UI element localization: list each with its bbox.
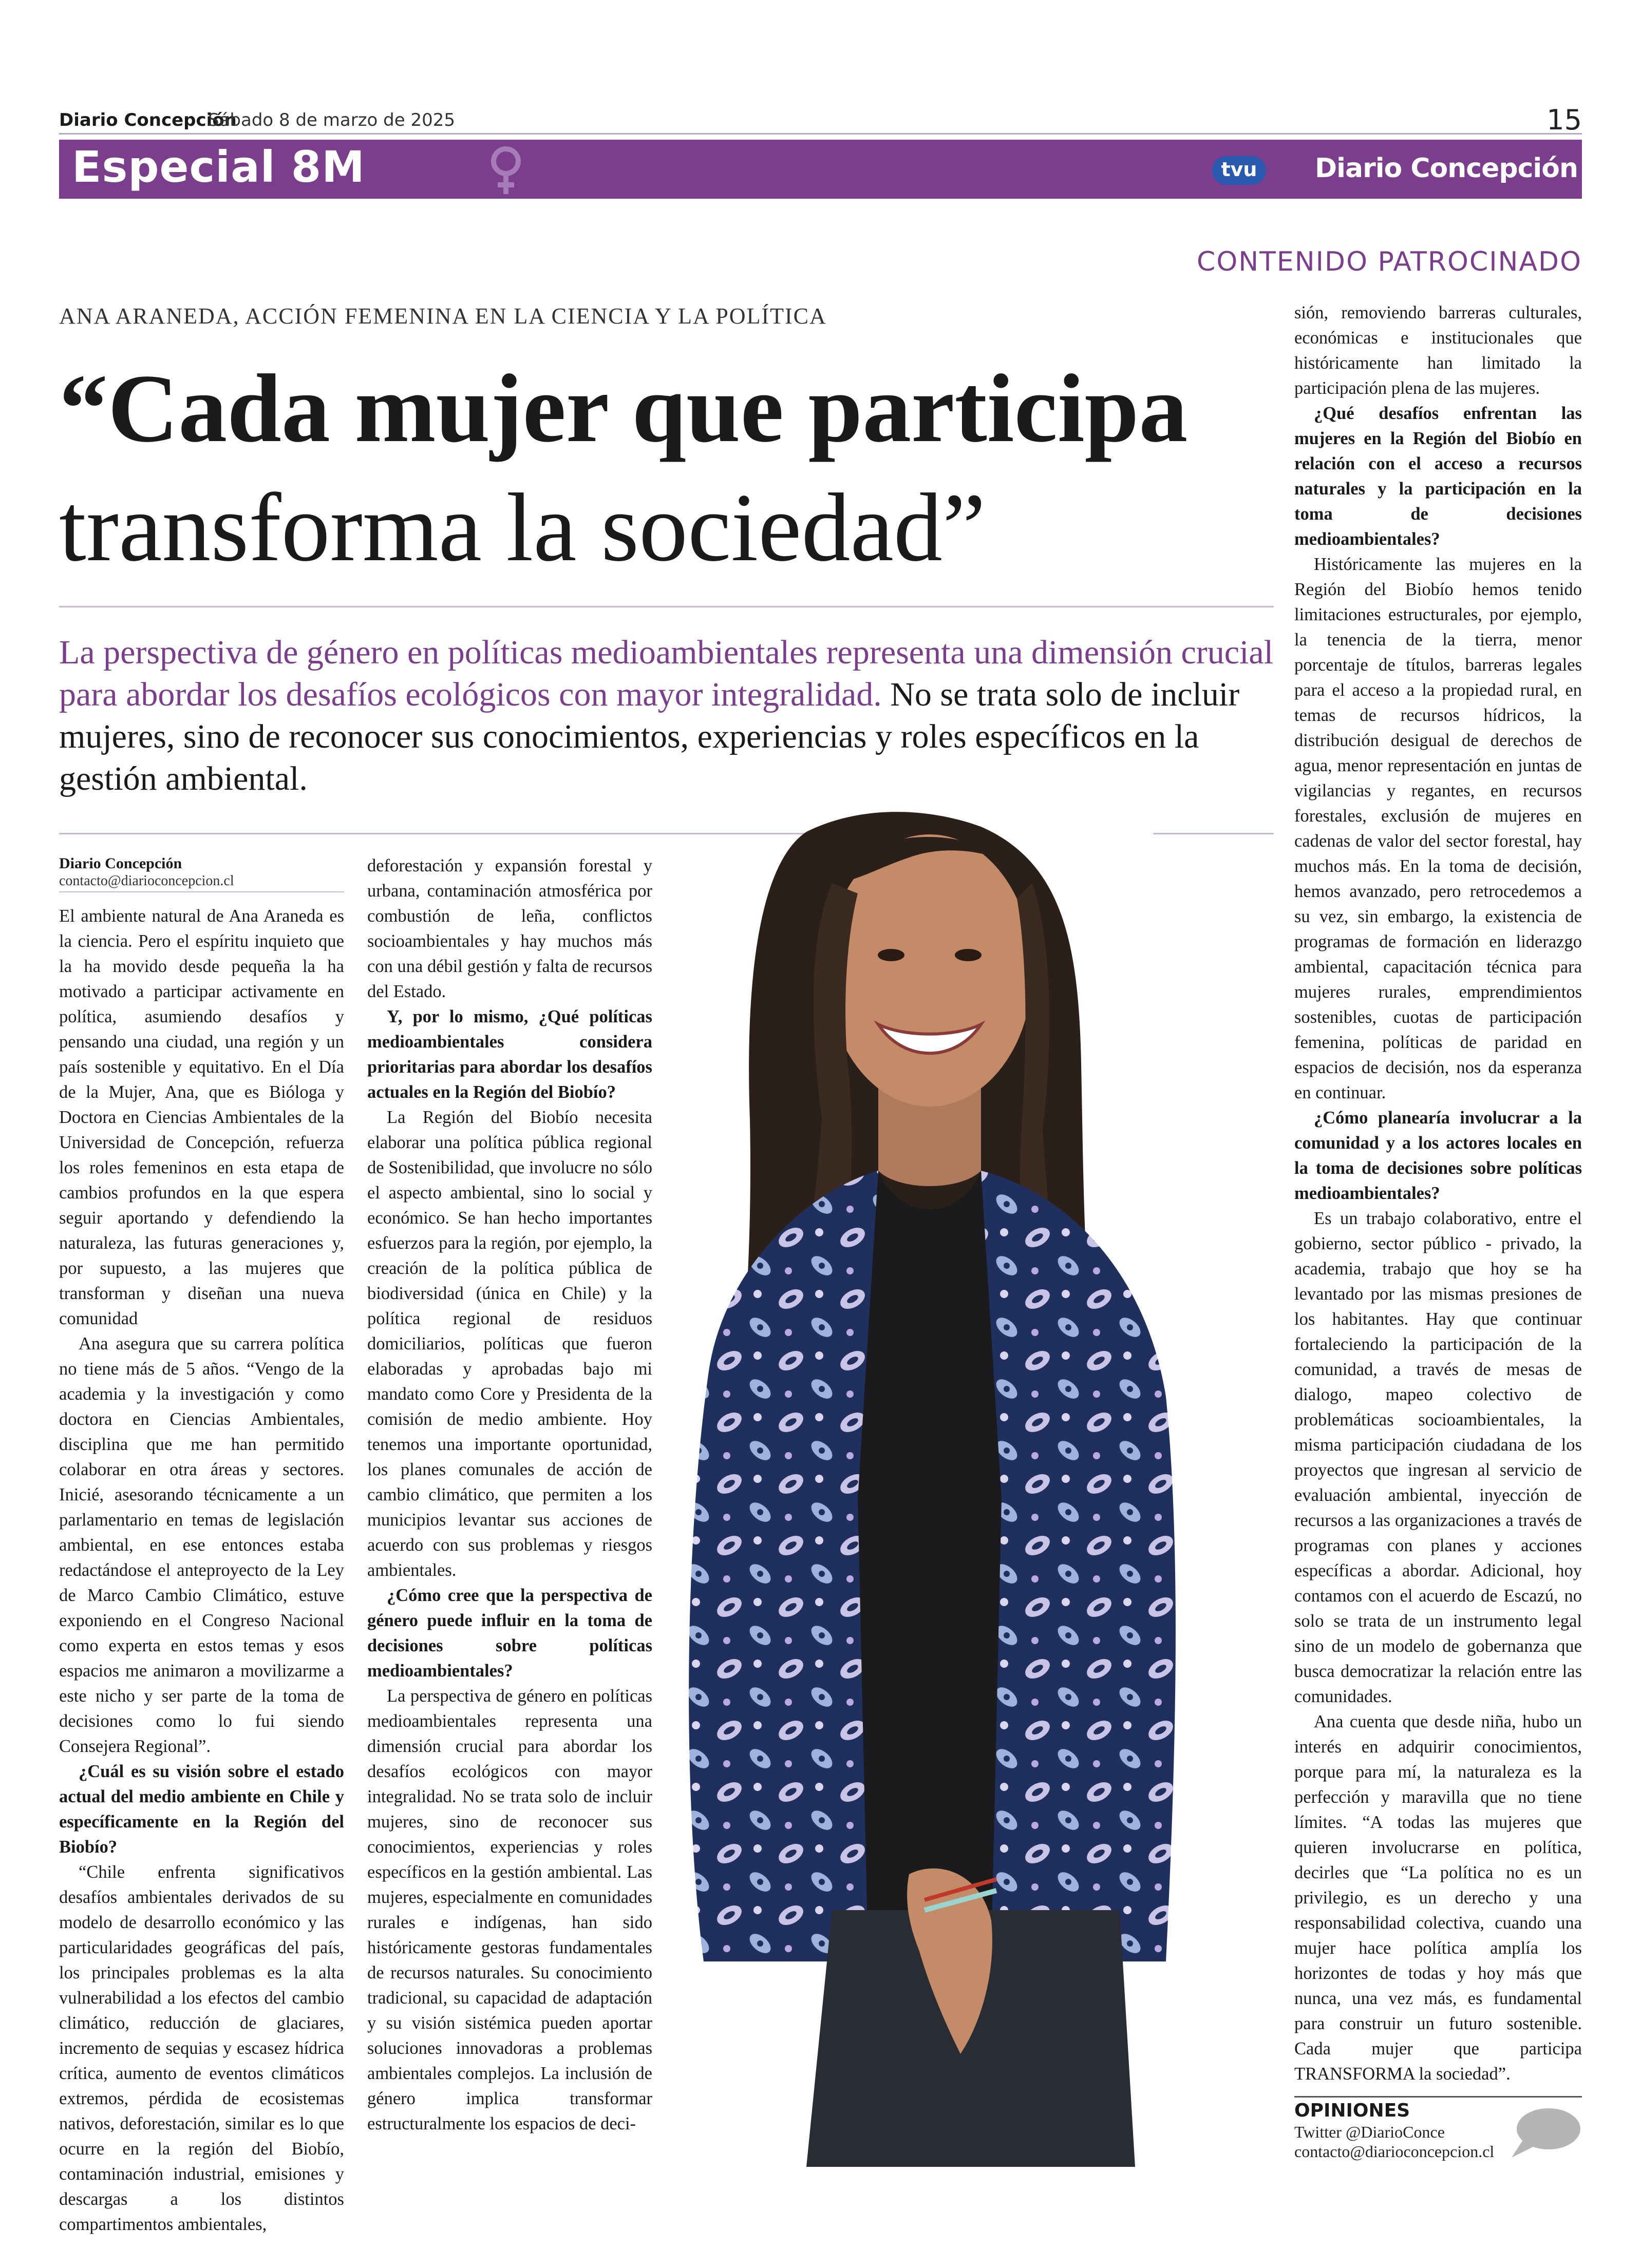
paragraph: La perspectiva de género en políticas medioambientales representa una dimensión crucial para abordar los desafíos ecológicos con mayor integralidad. No se trata solo de incluir mujeres, sino de reconocer sus conocimientos, experiencias y roles específicos en la gestión ambiental. Las mujeres, especialmente en comunidades rurales e indígenas, han sido históricamente gestoras fundamentales de recursos naturales. Su conocimiento tradicional, su capacidad de adaptación y su visión sistémica pueden aportar soluciones innovadoras a problemas ambientales complejos. La inclusión de género implica transformar estructuralmente los espacios de deci-: [367, 1686, 652, 2133]
section-bar: [59, 140, 1582, 199]
paragraph: Históricamente las mujeres en la Región del Biobío hemos tenido limitaciones estructurales, por ejemplo, la tenencia de la tierra, menor porcentaje de títulos, barreras legales para el acceso a la propiedad rural, en temas de recursos hídricos, la distribución desigual de derechos de agua, menor representación en juntas de vigilancias y regantes, en recursos forestales, exclusión de mujeres en cadenas de valor del sector forestal, hay muchos más. En la toma de decisión, hemos avanzado, pero retrocedemos a su vez, sin embargo, la existencia de programas de formación en liderazgo ambiental, capacitación técnica para mujeres rurales, emprendimientos sostenibles, cuotas de participación femenina, políticas de paridad en espacios de decisión, nos da esperanza en continuar.: [1294, 555, 1582, 1102]
headline: [59, 349, 1281, 587]
interview-question: ¿Qué desafíos enfrentan las mujeres en la Región del Biobío en relación con el acceso a recursos naturales y la participación en la toma de decisiones medioambientales?: [1294, 404, 1582, 549]
interview-question: ¿Cuál es su visión sobre el estado actual del medio ambiente en Chile y específicamente en la Región del Biobío?: [59, 1762, 344, 1857]
headline-line-2: transforma la sociedad”: [59, 474, 986, 582]
paragraph: “Chile enfrenta significativos desafíos ambientales derivados de su modelo de desarrollo económico y las particularidades geográficas del país, los principales problemas es la alta vulnerabilidad a los efectos del cambio climático, reducción de glaciares, incremento de sequias y escasez hídrica crítica, aumento de eventos climáticos extremos, pérdida de ecosistemas nativos, deforestación, similar es lo que ocurre en la región del Biobío, contaminación industrial, emisiones y descargas a los distintos compartimentos ambientales,: [59, 1862, 344, 2234]
paragraph: Ana cuenta que desde niña, hubo un interés en adquirir conocimientos, porque para mí, la naturaleza es la perfección y maravilla que no tiene límites. “A todas las mujeres que quieren involucrarse en política, decirles que “La política no es un privilegio, es un derecho y una responsabilidad colectiva, cuando una mujer hace política amplía los horizontes de todas y hoy más que nunca, una vez más, es fundamental para construir un futuro sostenible. Cada mujer que participa TRANSFORMA la sociedad”.: [1294, 1712, 1582, 2084]
paper-name: Diario Concepción: [59, 110, 237, 130]
paragraph: Es un trabajo colaborativo, entre el gobierno, sector público - privado, la academia, trabajo que hoy se ha levantado por las mismas presiones de los habitantes. Hay que continuar fortaleciendo la participación de la comunidad, a través de mesas de dialogo, mapeo colectivo de problemáticas socioambientales, la misma participación ciudadana de los proyectos que ingresan al servicio de evaluación ambiental, inyección de recursos a las organizaciones a través de programas con planes y acciones específicas a abordar. Adicional, hoy contamos con el acuerdo de Escazú, no solo se trata de un instrumento legal sino de un modelo de gobernanza que busca democratizar la relación entre las comunidades.: [1294, 1209, 1582, 1706]
byline-name: Diario Concepción: [59, 855, 182, 872]
brand-logo: Diario Concepción: [1315, 153, 1578, 184]
article-kicker: ANA ARANEDA, ACCIÓN FEMENINA EN LA CIENCIA Y LA POLÍTICA: [59, 303, 827, 329]
interview-question: Y, por lo mismo, ¿Qué políticas medioambientales considera prioritarias para abordar los desafíos actuales en la Región del Biobío?: [367, 1007, 652, 1102]
article-column-2: [367, 853, 652, 2137]
tvu-logo: tvu: [1212, 156, 1266, 185]
interview-question: ¿Cómo cree que la perspectiva de género puede influir en la toma de decisiones sobre políticas medioambientales?: [367, 1586, 652, 1681]
opinions-email: contacto@diarioconcepcion.cl: [1294, 2142, 1495, 2161]
opinions-title: OPINIONES: [1294, 2100, 1410, 2121]
masthead: [59, 104, 1582, 136]
portrait-photo: [591, 729, 1238, 2167]
deck-rest: No se trata solo de incluir mujeres, sino de reconocer sus conocimientos, experiencias y roles específicos en la gestión ambiental.: [59, 676, 1240, 797]
issue-date: Sábado 8 de marzo de 2025: [208, 110, 455, 130]
sponsored-label: CONTENIDO PATROCINADO: [1197, 246, 1582, 277]
interview-question: ¿Cómo planearía involucrar a la comunidad y a los actores locales en la toma de decisiones sobre políticas medioambientales?: [1294, 1108, 1582, 1203]
byline-divider: [59, 891, 344, 892]
opinions-divider: [1294, 2096, 1582, 2098]
paragraph: La Región del Biobío necesita elaborar una política pública regional de Sostenibilidad, que involucre no sólo el aspecto ambiental, sino lo social y económico. Se han hecho importantes esfuerzos para la región, por ejemplo, la creación de la política pública de biodiversidad (única en Chile) y la política regional de residuos domiciliarios, políticas que fueron elaboradas y aprobadas bajo mi mandato como Core y Presidenta de la comisión de medio ambiente. Hoy tenemos una importante oportunidad, los planes comunales de acción de cambio climático, que permiten a los municipios levantar sus acciones de acuerdo con sus problemas y riesgos ambientales.: [367, 1108, 652, 1580]
paragraph: sión, removiendo barreras culturales, económicas e institucionales que históricamente han limitado la participación plena de las mujeres.: [1294, 303, 1582, 398]
venus-icon: [485, 143, 526, 196]
headline-divider: [59, 606, 1274, 607]
headline-line-1: “Cada mujer que participa: [59, 355, 1188, 463]
paragraph: Ana asegura que su carrera política no tiene más de 5 años. “Vengo de la academia y la investigación y como doctora en Ciencias Ambientales, disciplina que me han permitido colaborar en otra áreas y sectores. Inicié, asesorando técnicamente a un parlamentario en temas de legislación ambiental, en ese entonces estaba redactándose el anteproyecto de la Ley de Marco Cambio Climático, estuve exponiendo en el Congreso Nacional como experta en estos temas y esos espacios me animaron a movilizarme a este nicho y ser parte de la toma de decisiones como lo fui siendo Consejera Regional”.: [59, 1334, 344, 1756]
opinions-twitter: Twitter @DiarioConce: [1294, 2123, 1445, 2141]
speech-bubble-icon: [1507, 2104, 1582, 2161]
article-column-1: [59, 904, 344, 2237]
paragraph: El ambiente natural de Ana Araneda es la ciencia. Pero el espíritu inquieto que la ha movido desde pequeña la ha motivado a participar activamente en política, asumiendo desafíos y pensando una ciudad, una región y un país sostenible y equitativo. En el Día de la Mujer, Ana, que es Bióloga y Doctora en Ciencias Ambientales de la Universidad de Concepción, refuerza los roles femeninos en esta etapa de cambios profundos en la que espera seguir aportando y defendiendo la naturaleza, las futuras generaciones y, por supuesto, a las mujeres que transforman y diseñan una nueva comunidad: [59, 906, 344, 1328]
section-label: Especial 8M: [72, 142, 365, 192]
deck-highlight: La perspectiva de género en políticas medioambientales representa una dimensión crucial para abordar los desafíos ecológicos con mayor integralidad.: [59, 634, 1274, 713]
page-number: 15: [1546, 104, 1582, 136]
byline-email: contacto@diarioconcepcion.cl: [59, 873, 234, 889]
article-column-3: [1294, 300, 1582, 2087]
paragraph: deforestación y expansión forestal y urbana, contaminación atmosférica por combustión de leña, conflictos socioambientales y hay muchos más con una débil gestión y falta de recursos del Estado.: [367, 856, 652, 1001]
